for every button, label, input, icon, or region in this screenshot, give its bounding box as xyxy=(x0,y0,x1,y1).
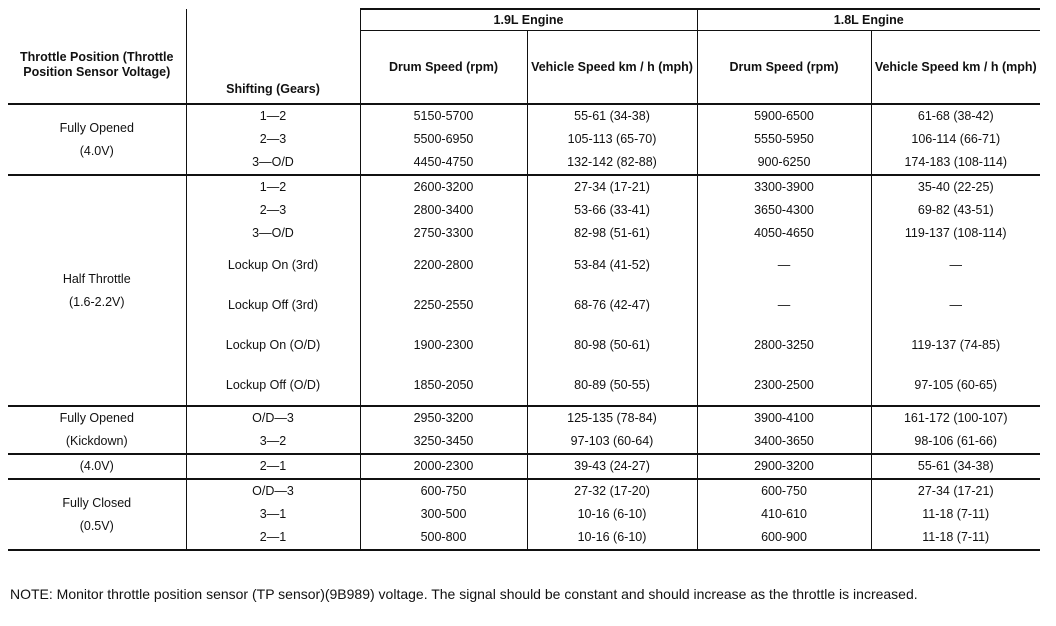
shifting-cell: 1—2 xyxy=(186,104,360,128)
header-throttle-position: Throttle Position (Throttle Position Sensor Voltage) xyxy=(8,9,186,104)
table-row xyxy=(8,454,1040,479)
drum-speed-1-9l-cell: 2750-3300 xyxy=(360,222,527,245)
drum-speed-1-9l-cell: 1900-2300 xyxy=(360,325,527,365)
throttle-position-label: (1.6-2.2V) xyxy=(68,294,125,309)
vehicle-speed-1-9l-cell: 27-34 (17-21) xyxy=(527,175,697,199)
drum-speed-1-9l-cell: 2800-3400 xyxy=(360,199,527,222)
drum-speed-1-8l-cell: 3900-4100 xyxy=(697,406,871,430)
vehicle-speed-1-8l-cell: 98-106 (61-66) xyxy=(871,430,1040,454)
shifting-cell: 2—1 xyxy=(186,526,360,550)
shifting-cell: 2—3 xyxy=(186,199,360,222)
vehicle-speed-1-8l-cell: 161-172 (100-107) xyxy=(871,406,1040,430)
vehicle-speed-1-9l-cell: 80-89 (50-55) xyxy=(527,365,697,406)
drum-speed-1-9l-cell: 600-750 xyxy=(360,479,527,503)
vehicle-speed-1-8l-cell: — xyxy=(871,285,1040,325)
header-drum-speed-1-8l: Drum Speed (rpm) xyxy=(697,31,871,105)
vehicle-speed-1-8l-cell: 11-18 (7-11) xyxy=(871,526,1040,550)
vehicle-speed-1-8l-cell: 35-40 (22-25) xyxy=(871,175,1040,199)
header-vehicle-speed-1-8l: Vehicle Speed km / h (mph) xyxy=(871,31,1040,105)
drum-speed-1-8l-cell: — xyxy=(697,245,871,285)
throttle-position-cell xyxy=(8,175,186,406)
vehicle-speed-1-8l-cell: 106-114 (66-71) xyxy=(871,128,1040,151)
vehicle-speed-1-8l-cell: 27-34 (17-21) xyxy=(871,479,1040,503)
vehicle-speed-1-8l-cell: 174-183 (108-114) xyxy=(871,151,1040,175)
table-row xyxy=(8,406,1040,430)
vehicle-speed-1-9l-cell: 55-61 (34-38) xyxy=(527,104,697,128)
shifting-cell: O/D—3 xyxy=(186,479,360,503)
shifting-cell: 3—O/D xyxy=(186,151,360,175)
vehicle-speed-1-9l-cell: 68-76 (42-47) xyxy=(527,285,697,325)
drum-speed-1-9l-cell: 5500-6950 xyxy=(360,128,527,151)
header-shifting: Shifting (Gears) xyxy=(186,9,360,104)
shifting-cell: Lockup On (O/D) xyxy=(186,325,360,365)
drum-speed-1-8l-cell: 2300-2500 xyxy=(697,365,871,406)
vehicle-speed-1-8l-cell: 119-137 (108-114) xyxy=(871,222,1040,245)
vehicle-speed-1-8l-cell: 61-68 (38-42) xyxy=(871,104,1040,128)
throttle-position-label: Fully Closed xyxy=(62,495,132,510)
drum-speed-1-8l-cell: 5900-6500 xyxy=(697,104,871,128)
throttle-position-label: (Kickdown) xyxy=(65,434,128,448)
throttle-position-label: Half Throttle xyxy=(62,271,131,286)
shifting-cell: 3—2 xyxy=(186,430,360,454)
shifting-cell: 3—1 xyxy=(186,503,360,526)
header-drum-speed-1-9l: Drum Speed (rpm) xyxy=(360,31,527,105)
vehicle-speed-1-9l-cell: 10-16 (6-10) xyxy=(527,526,697,550)
throttle-position-label: Fully Opened xyxy=(59,120,134,135)
drum-speed-1-8l-cell: 3300-3900 xyxy=(697,175,871,199)
header-engine-1-8l: 1.8L Engine xyxy=(697,9,1040,31)
vehicle-speed-1-9l-cell: 80-98 (50-61) xyxy=(527,325,697,365)
drum-speed-1-9l-cell: 3250-3450 xyxy=(360,430,527,454)
header-engine-1-9l: 1.9L Engine xyxy=(360,9,697,31)
drum-speed-1-8l-cell: 3650-4300 xyxy=(697,199,871,222)
vehicle-speed-1-8l-cell: 97-105 (60-65) xyxy=(871,365,1040,406)
throttle-position-label: Fully Opened xyxy=(59,411,134,425)
drum-speed-1-8l-cell: 4050-4650 xyxy=(697,222,871,245)
vehicle-speed-1-9l-cell: 82-98 (51-61) xyxy=(527,222,697,245)
vehicle-speed-1-8l-cell: 119-137 (74-85) xyxy=(871,325,1040,365)
drum-speed-1-9l-cell: 5150-5700 xyxy=(360,104,527,128)
shifting-cell: 2—3 xyxy=(186,128,360,151)
drum-speed-1-8l-cell: 2900-3200 xyxy=(697,454,871,479)
drum-speed-1-9l-cell: 1850-2050 xyxy=(360,365,527,406)
table-row xyxy=(8,175,1040,199)
vehicle-speed-1-9l-cell: 27-32 (17-20) xyxy=(527,479,697,503)
drum-speed-1-9l-cell: 4450-4750 xyxy=(360,151,527,175)
drum-speed-1-9l-cell: 300-500 xyxy=(360,503,527,526)
shift-speed-table xyxy=(8,8,1040,551)
throttle-position-cell xyxy=(8,406,186,454)
vehicle-speed-1-9l-cell: 53-66 (33-41) xyxy=(527,199,697,222)
drum-speed-1-8l-cell: 900-6250 xyxy=(697,151,871,175)
throttle-position-cell xyxy=(8,479,186,550)
table-body xyxy=(8,104,1040,550)
vehicle-speed-1-9l-cell: 132-142 (82-88) xyxy=(527,151,697,175)
throttle-position-cell xyxy=(8,104,186,175)
vehicle-speed-1-9l-cell: 125-135 (78-84) xyxy=(527,406,697,430)
vehicle-speed-1-9l-cell: 10-16 (6-10) xyxy=(527,503,697,526)
shifting-cell: 2—1 xyxy=(186,454,360,479)
drum-speed-1-9l-cell: 2000-2300 xyxy=(360,454,527,479)
vehicle-speed-1-9l-cell: 105-113 (65-70) xyxy=(527,128,697,151)
drum-speed-1-8l-cell: — xyxy=(697,285,871,325)
header-vehicle-speed-1-9l: Vehicle Speed km / h (mph) xyxy=(527,31,697,105)
shifting-cell: Lockup Off (3rd) xyxy=(186,285,360,325)
table-row xyxy=(8,479,1040,503)
throttle-position-label: (4.0V) xyxy=(79,459,114,473)
drum-speed-1-8l-cell: 3400-3650 xyxy=(697,430,871,454)
throttle-position-label: (4.0V) xyxy=(79,143,114,158)
vehicle-speed-1-9l-cell: 39-43 (24-27) xyxy=(527,454,697,479)
vehicle-speed-1-8l-cell: 55-61 (34-38) xyxy=(871,454,1040,479)
shifting-cell: 3—O/D xyxy=(186,222,360,245)
vehicle-speed-1-9l-cell: 53-84 (41-52) xyxy=(527,245,697,285)
vehicle-speed-1-8l-cell: 11-18 (7-11) xyxy=(871,503,1040,526)
shifting-cell: O/D—3 xyxy=(186,406,360,430)
drum-speed-1-8l-cell: 2800-3250 xyxy=(697,325,871,365)
drum-speed-1-9l-cell: 2950-3200 xyxy=(360,406,527,430)
drum-speed-1-9l-cell: 2600-3200 xyxy=(360,175,527,199)
drum-speed-1-9l-cell: 2200-2800 xyxy=(360,245,527,285)
drum-speed-1-9l-cell: 500-800 xyxy=(360,526,527,550)
vehicle-speed-1-8l-cell: — xyxy=(871,245,1040,285)
vehicle-speed-1-9l-cell: 97-103 (60-64) xyxy=(527,430,697,454)
shifting-cell: 1—2 xyxy=(186,175,360,199)
table-row xyxy=(8,104,1040,128)
drum-speed-1-8l-cell: 410-610 xyxy=(697,503,871,526)
drum-speed-1-8l-cell: 5550-5950 xyxy=(697,128,871,151)
footnote: NOTE: Monitor throttle position sensor (TP sensor)(9B989) voltage. The signal should be constant and should increase as the throttle is increased. xyxy=(10,586,918,602)
throttle-position-label: (0.5V) xyxy=(79,518,114,533)
throttle-position-cell xyxy=(8,454,186,479)
drum-speed-1-9l-cell: 2250-2550 xyxy=(360,285,527,325)
drum-speed-1-8l-cell: 600-900 xyxy=(697,526,871,550)
shifting-cell: Lockup On (3rd) xyxy=(186,245,360,285)
vehicle-speed-1-8l-cell: 69-82 (43-51) xyxy=(871,199,1040,222)
drum-speed-1-8l-cell: 600-750 xyxy=(697,479,871,503)
shifting-cell: Lockup Off (O/D) xyxy=(186,365,360,406)
